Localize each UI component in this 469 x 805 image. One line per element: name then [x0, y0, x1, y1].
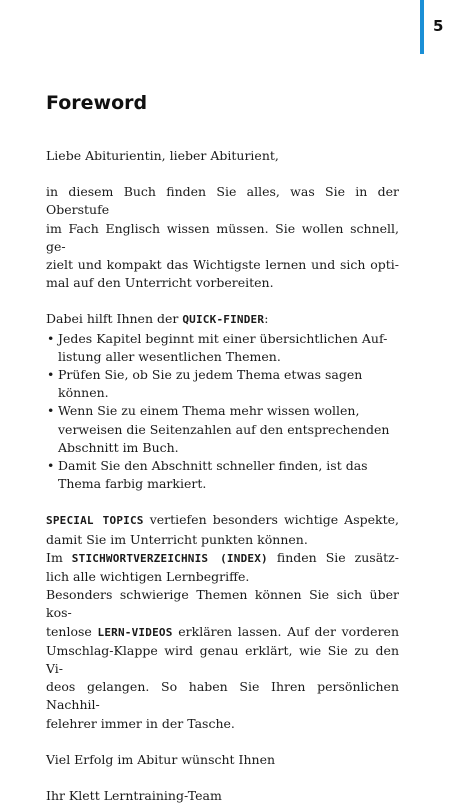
quickfinder-colon: : [264, 311, 269, 327]
quickfinder-text: Dabei hilft Ihnen der [46, 311, 183, 327]
videos-text: tenlose [46, 623, 98, 639]
videos-line: felehrer immer in der Tasche. [46, 715, 235, 731]
videos-line: Umschlag-Klappe wird genau erklärt, wie Sie zu den Vi- [46, 642, 399, 677]
list-item-line: • Prüfen Sie, ob Sie zu jedem Thema etwas sagen können. [58, 367, 363, 401]
list-item [46, 402, 399, 457]
list-item-line: • Damit Sie den Abschnitt schneller finden, ist das [58, 458, 368, 474]
list-item [46, 366, 399, 402]
special-topics-keyword: SPECIAL TOPICS [46, 514, 144, 528]
videos-keyword: LERN-VIDEOS [97, 625, 173, 639]
special-topics-paragraph [46, 511, 399, 548]
intro-line: in diesem Buch finden Sie alles, was Sie in der Oberstufe [46, 184, 399, 218]
quickfinder-keyword: QUICK-FINDER [182, 313, 265, 327]
list-item-line: • Wenn Sie zu einem Thema mehr wissen wollen, [58, 403, 360, 419]
list-item [46, 330, 399, 366]
feature-list [46, 330, 399, 494]
list-item [46, 457, 399, 493]
intro-line: im Fach Englisch wissen müssen. Sie wollen schnell, ge- [46, 220, 399, 254]
page-title: Foreword [46, 92, 148, 114]
intro-line: mal auf den Unterricht vorbereiten. [46, 275, 274, 291]
list-item-line: Abschnitt im Buch. [58, 439, 179, 455]
index-line [46, 549, 399, 568]
closing-line: Viel Erfolg im Abitur wünscht Ihnen [46, 751, 276, 767]
videos-line: Besonders schwierige Themen können Sie sich über kos- [46, 587, 399, 621]
index-keyword: STICHWORTVERZEICHNIS (INDEX) [71, 551, 268, 565]
page-number-accent-bar [420, 0, 424, 54]
intro-line: zielt und kompakt das Wichtigste lernen und sich opti- [46, 257, 399, 273]
videos-line [46, 623, 399, 642]
special-topics-line [46, 511, 399, 530]
quickfinder-intro [46, 310, 399, 329]
index-paragraph [46, 549, 399, 586]
list-item-line: listung aller wesentlichen Themen. [58, 348, 281, 364]
signature: Ihr Klett Lerntraining-Team [46, 788, 222, 804]
page-number: 5 [433, 17, 444, 35]
videos-line: deos gelangen. So haben Sie Ihren persönlichen Nachhil- [46, 679, 399, 713]
videos-paragraph [46, 586, 399, 733]
special-topics-line: damit Sie im Unterricht punkten können. [46, 531, 308, 547]
list-item-line: • Jedes Kapitel beginnt mit einer übersichtlichen Auf- [58, 330, 388, 346]
foreword-body [46, 147, 399, 805]
index-line: lich alle wichtigen Lernbegriffe. [46, 569, 250, 585]
list-item-line: verweisen die Seitenzahlen auf den entsprechenden [58, 421, 390, 437]
salutation: Liebe Abiturientin, lieber Abiturient, [46, 148, 279, 163]
list-item-line: Thema farbig markiert. [58, 476, 207, 492]
videos-text: erklären lassen. Auf der vorderen [172, 623, 399, 639]
special-topics-text: vertiefen besonders wichtige Aspekte, [143, 512, 399, 528]
intro-paragraph [46, 183, 399, 292]
index-text: finden Sie zusätz- [267, 549, 399, 565]
index-text: Im [46, 549, 72, 565]
